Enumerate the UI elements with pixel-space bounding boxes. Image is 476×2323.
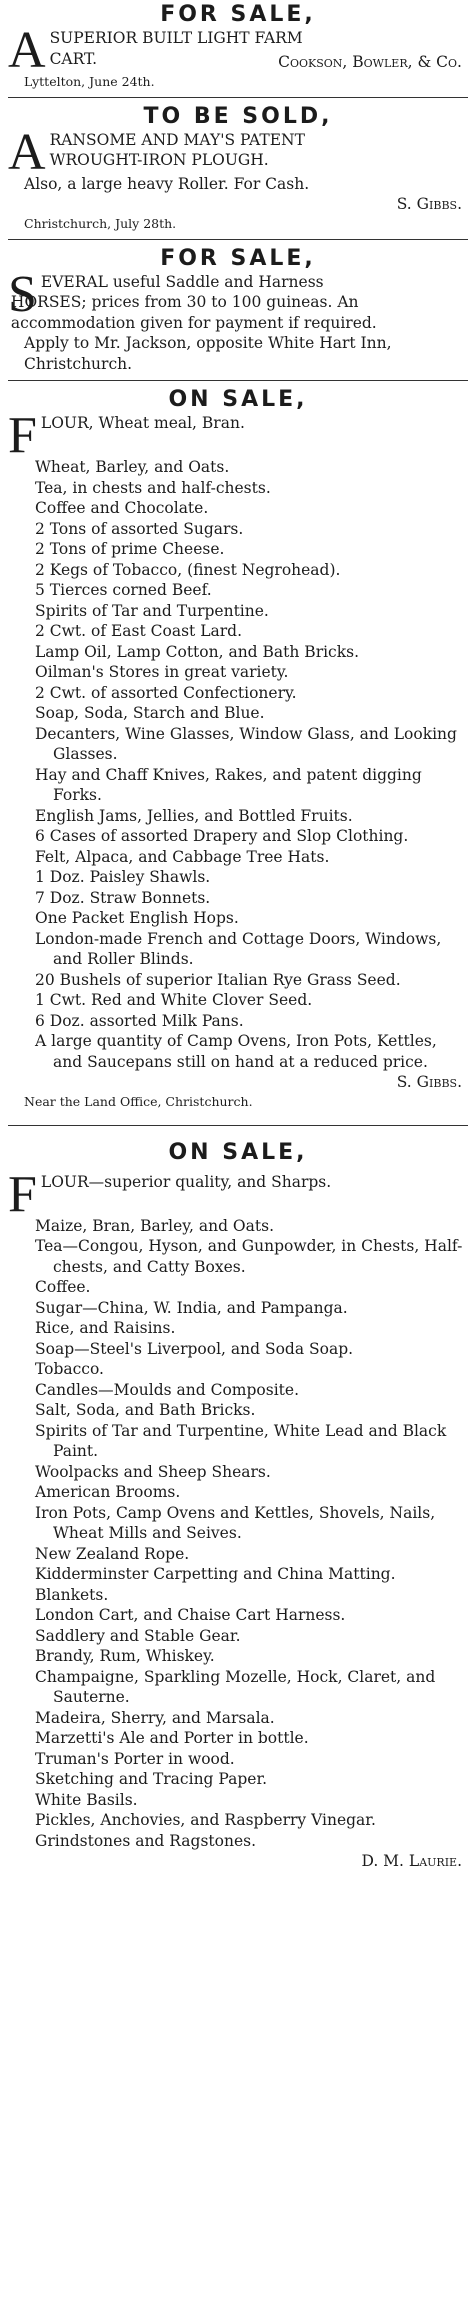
list-item: London-made French and Cottage Doors, Windows, and Roller Blinds. [35,929,442,968]
list-item: New Zealand Rope. [35,1544,190,1563]
list-item: American Brooms. [35,1483,181,1501]
ad-heading: ON SALE, [168,1139,308,1165]
ad-body [8,265,468,334]
ad-dateline: Lyttelton, June 24th. [24,73,155,89]
list-item: Marzetti's Ale and Porter in bottle. [35,1729,309,1747]
divider [8,239,468,240]
list-item: Madeira, Sherry, and Marsala. [35,1708,275,1727]
list-item: Tea—Congou, Hyson, and Gunpowder, in Chests, Half-chests, and Catty Boxes. [35,1237,463,1276]
list-item: Iron Pots, Camp Ovens and Kettles, Shovels, Nails, Wheat Mills and Seives. [35,1503,436,1542]
ad-body [8,123,468,181]
ad-apply: Apply to Mr. Jackson, opposite White Hart Inn, Christchurch. [24,334,392,373]
list-item: Spirits of Tar and Turpentine, White Lead and Black Paint. [35,1421,447,1460]
ad-signature: Cookson, Bowler, & Co. [278,53,462,71]
list-item: London Cart, and Chaise Cart Harness. [35,1606,346,1624]
ad-signature: S. Gibbs. [396,195,462,213]
ad-line: LOUR—superior quality, and Sharps. [40,1172,332,1191]
ad-horses [8,246,468,375]
list-item: 7 Doz. Straw Bonnets. [35,888,211,907]
divider [8,380,468,381]
list-item: Salt, Soda, and Bath Bricks. [35,1401,256,1419]
ad-line: WROUGHT-IRON PLOUGH. [49,151,269,169]
ad-extra: Also, a large heavy Roller. For Cash. [24,174,310,193]
list-item: Wheat, Barley, and Oats. [35,458,230,476]
ad-line: HORSES; prices from 30 to 100 guineas. An accommodation given for payment if required. [10,293,377,332]
ad-farm-cart [8,0,468,91]
list-item: Candles—Moulds and Composite. [35,1380,299,1399]
ad-line: EVERAL useful Saddle and Harness [40,272,324,291]
ad-heading: FOR SALE, [160,245,316,271]
ad-line: RANSOME AND MAY'S PATENT [49,130,305,149]
list-item: 20 Bushels of superior Italian Rye Grass Seed. [35,970,401,989]
list-item: 6 Cases of assorted Drapery and Slop Clothing. [35,827,409,845]
list-item: Truman's Porter in wood. [35,1749,235,1768]
list-item: Sugar—China, W. India, and Pampanga. [35,1298,348,1317]
list-item: Soap, Soda, Starch and Blue. [35,704,265,722]
drop-cap: A [8,123,46,181]
drop-cap: F [8,407,37,464]
ad-on-sale-laurie [8,1132,468,1872]
list-item: Oilman's Stores in great variety. [35,663,289,681]
list-item: Tobacco. [35,1360,104,1378]
list-item: Blankets. [35,1585,109,1604]
list-item: Woolpacks and Sheep Shears. [35,1462,271,1481]
drop-cap: S [8,265,37,323]
list-item: Soap—Steel's Liverpool, and Soda Soap. [35,1339,354,1358]
list-item: White Basils. [35,1790,138,1809]
ad-body [8,1165,468,1223]
list-item: Pickles, Anchovies, and Raspberry Vinegar. [35,1811,376,1829]
list-item: Rice, and Raisins. [35,1319,176,1337]
ad-signature: D. M. Laurie. [361,1852,462,1870]
ad-line: LOUR, Wheat meal, Bran. [40,414,245,432]
divider [8,1125,468,1126]
divider [8,97,468,98]
drop-cap: F [8,1165,37,1223]
list-item: Coffee. [35,1278,91,1296]
list-item: Maize, Bran, Barley, and Oats. [35,1216,274,1235]
list-item: Sketching and Tracing Paper. [35,1770,268,1788]
list-item: 1 Doz. Paisley Shawls. [35,868,211,886]
list-item: Coffee and Chocolate. [35,499,209,517]
list-item: Decanters, Wine Glasses, Window Glass, and Looking Glasses. [35,724,457,763]
list-item: 2 Cwt. of assorted Confectionery. [35,683,297,702]
list-item: 2 Kegs of Tobacco, (finest Negrohead). [35,560,341,579]
list-item: Tea, in chests and half-chests. [35,478,271,497]
goods-list [8,457,468,1072]
list-item: One Packet English Hops. [35,909,239,927]
list-item: Spirits of Tar and Turpentine. [35,601,269,620]
list-item: Felt, Alpaca, and Cabbage Tree Hats. [35,847,330,866]
ad-dateline: Near the Land Office, Christchurch. [24,1093,253,1109]
list-item: Saddlery and Stable Gear. [35,1626,241,1645]
list-item: Champaigne, Sparkling Mozelle, Hock, Claret, and Sauterne. [35,1667,436,1706]
list-item: 2 Tons of prime Cheese. [35,540,225,558]
list-item: 6 Doz. assorted Milk Pans. [35,1011,244,1030]
list-item: 1 Cwt. Red and White Clover Seed. [35,991,313,1009]
list-item: Lamp Oil, Lamp Cotton, and Bath Bricks. [35,642,360,661]
list-item: Hay and Chaff Knives, Rakes, and patent digging Forks. [35,765,422,804]
list-item: Brandy, Rum, Whiskey. [35,1647,215,1665]
ad-body [8,407,468,464]
list-item: Kidderminster Carpetting and China Matting. [35,1565,396,1583]
list-item: 5 Tierces corned Beef. [35,581,212,599]
ad-plough [8,104,468,233]
list-item: 2 Cwt. of East Coast Lard. [35,622,242,640]
ad-signature: S. Gibbs. [396,1073,462,1091]
ad-on-sale-gibbs [8,387,468,1111]
list-item: Grindstones and Ragstones. [35,1831,257,1850]
list-item: A large quantity of Camp Ovens, Iron Pots, Kettles, and Saucepans still on hand at a reduced price. [35,1032,437,1071]
list-item: English Jams, Jellies, and Bottled Fruits. [35,806,353,825]
drop-cap: A [8,22,46,79]
ad-heading: ON SALE, [168,387,308,412]
ad-line: CART. [49,49,98,68]
goods-list [8,1216,468,1852]
ad-heading: FOR SALE, [160,2,316,27]
ad-line: SUPERIOR BUILT LIGHT FARM [49,29,303,47]
ad-dateline: Christchurch, July 28th. [24,215,177,231]
list-item: 2 Tons of assorted Sugars. [35,519,244,538]
ad-heading: TO BE SOLD, [143,103,333,129]
